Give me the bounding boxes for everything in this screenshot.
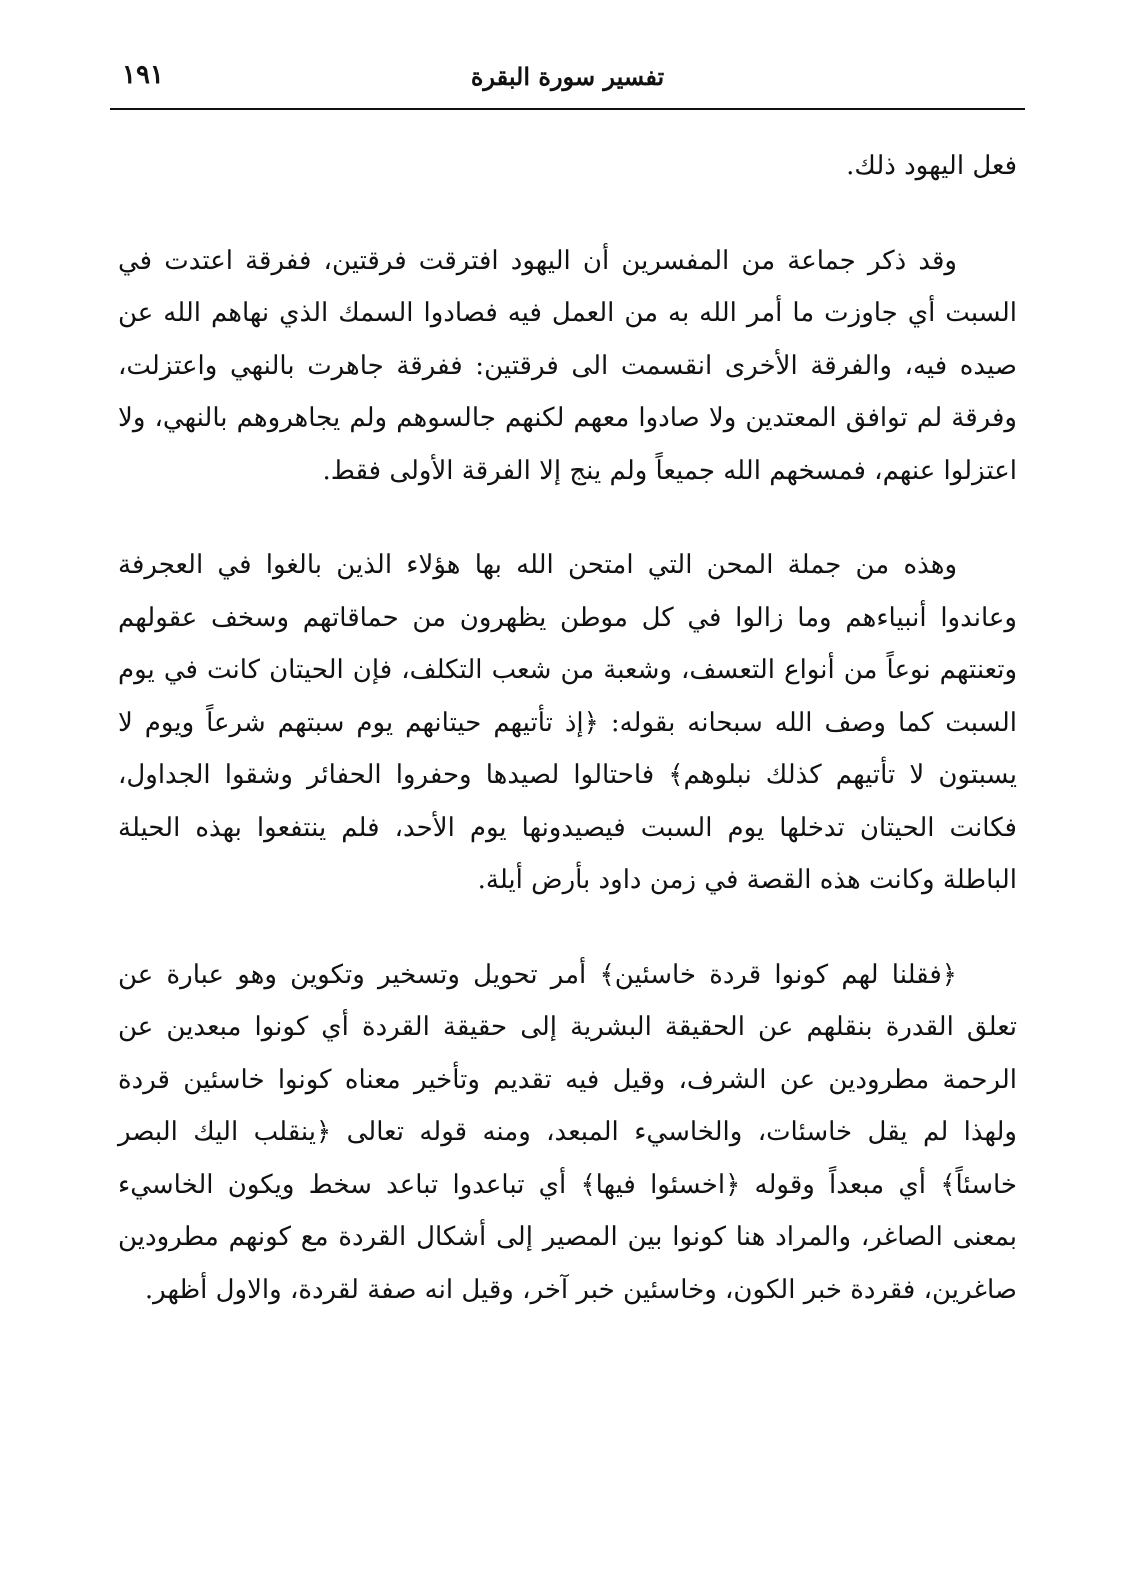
page-number: ١٩١ xyxy=(122,60,164,90)
header-rule xyxy=(110,108,1025,110)
paragraph-2: وقد ذكر جماعة من المفسرين أن اليهود افترقت فرقتين، ففرقة اعتدت في السبت أي جاوزت ما أمر الله به من العمل فيه فصادوا السمك الذي نهاهم الله عن صيده فيه، والفرقة الأخرى انقسمت الى فرقتين: ففرقة جاهرت بالنهي واعتزلت، وفرقة لم توافق المعتدين ولا صادوا معهم لكنهم جالسوهم ولم يجاهروهم بالنهي، ولا اعتزلوا عنهم، فمسخهم الله جميعاً ولم ينج إلا الفرقة الأولى فقط. xyxy=(118,245,1018,486)
paragraph-4: ﴿فقلنا لهم كونوا قردة خاسئين﴾ أمر تحويل وتسخير وتكوين وهو عبارة عن تعلق القدرة بنقلهم عن الحقيقة البشرية إلى حقيقة القردة أي كونوا مبعدين عن الرحمة مطرودين عن الشرف، وقيل فيه تقديم وتأخير معناه كونوا خاسئين قردة ولهذا لم يقل خاسئات، والخاسيء المبعد، ومنه قوله تعالى ﴿ينقلب اليك البصر خاسئاً﴾ أي مبعداً وقوله ﴿اخسئوا فيها﴾ أي تباعدوا تباعد سخط ويكون الخاسيء بمعنى الصاغر، والمراد هنا كونوا بين المصير إلى أشكال القردة مع كونهم مطرودين صاغرين، فقردة خبر الكون، وخاسئين خبر آخر، وقيل انه صفة لقردة، والاول أظهر. xyxy=(118,959,1017,1305)
paragraph-1: فعل اليهود ذلك. xyxy=(846,151,1017,181)
body-text xyxy=(118,140,1017,1316)
paragraph-3: وهذه من جملة المحن التي امتحن الله بها هؤلاء الذين بالغوا في العجرفة وعاندوا أنبياءهم وما زالوا في كل موطن يظهرون من حماقاتهم وسخف عقولهم وتعنتهم نوعاً من أنواع التعسف، وشعبة من شعب التكلف، فإن الحيتان كانت في يوم السبت كما وصف الله سبحانه بقوله: ﴿إذ تأتيهم حيتانهم يوم سبتهم شرعاً ويوم لا يسبتون لا تأتيهم كذلك نبلوهم﴾ فاحتالوا لصيدها وحفروا الحفائر وشقوا الجداول، فكانت الحيتان تدخلها يوم السبت فيصيدونها يوم الأحد، فلم ينتفعوا بهذه الحيلة الباطلة وكانت هذه القصة في زمن داود بأرض أيلة. xyxy=(118,550,1017,895)
header-title: تفسير سورة البقرة xyxy=(470,62,665,91)
running-header xyxy=(110,56,1025,110)
